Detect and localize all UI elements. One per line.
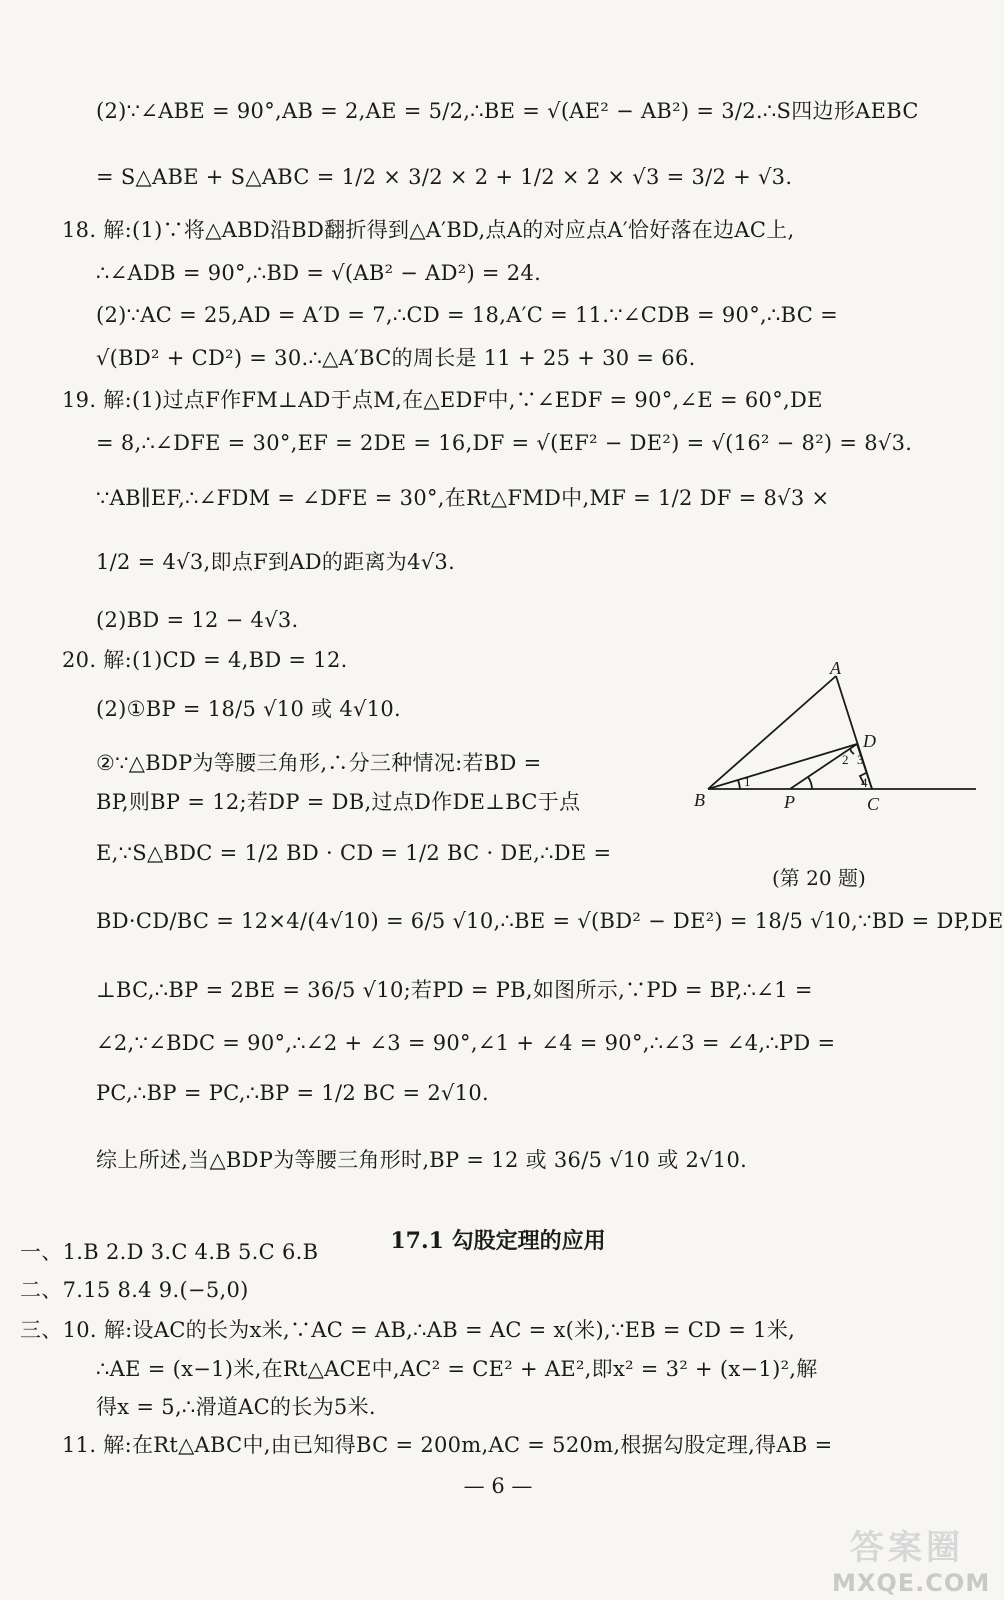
angle-label-1: 1 (744, 774, 751, 789)
text-line: BP,则BP = 12;若DP = DB,过点D作DE⊥BC于点 (96, 790, 581, 814)
figure-caption: (第 20 题) (772, 866, 866, 890)
angle-arc-p (808, 777, 812, 789)
text-line: 二、7.15 8.4 9.(−5,0) (20, 1278, 249, 1302)
text-line: BD·CD/BC = 12×4/(4√10) = 6/5 √10,∴BE = √(BD² − DE²) = 18/5 √10,∵BD = DP,DE (96, 909, 1004, 933)
watermark-top: 答案圈 (850, 1528, 964, 1568)
triangle-diagram (694, 658, 978, 866)
text-line: 11. 解:在Rt△ABC中,由已知得BC = 200m,AC = 520m,根据勾股定理,得AB = (62, 1433, 833, 1457)
text-line: 一、1.B 2.D 3.C 4.B 5.C 6.B (20, 1240, 319, 1264)
angle-arc-b (738, 780, 740, 789)
text-line: ②∵△BDP为等腰三角形,∴分三种情况:若BD = (96, 751, 542, 775)
text-line: 19. 解:(1)过点F作FM⊥AD于点M,在△EDF中,∵∠EDF = 90°,∠E = 60°,DE (62, 388, 823, 412)
text-line: = 8,∴∠DFE = 30°,EF = 2DE = 16,DF = √(EF² − DE²) = √(16² − 8²) = 8√3. (96, 431, 913, 455)
angle-label-2: 2 (842, 752, 849, 767)
text-line: 综上所述,当△BDP为等腰三角形时,BP = 12 或 36/5 √10 或 2√10. (96, 1148, 748, 1172)
point-label-b: B (694, 790, 705, 810)
text-line: 20. 解:(1)CD = 4,BD = 12. (62, 648, 348, 672)
text-line: PC,∴BP = PC,∴BP = 1/2 BC = 2√10. (96, 1081, 490, 1105)
text-line: ∠2,∵∠BDC = 90°,∴∠2 + ∠3 = 90°,∠1 + ∠4 = 90°,∴∠3 = ∠4,∴PD = (96, 1031, 836, 1055)
point-label-c: C (867, 794, 880, 814)
angle-label-4: 4 (861, 775, 868, 790)
text-line: ∴∠ADB = 90°,∴BD = √(AB² − AD²) = 24. (96, 261, 542, 285)
text-line: (2)①BP = 18/5 √10 或 4√10. (96, 697, 402, 721)
text-line: = S△ABE + S△ABC = 1/2 × 3/2 × 2 + 1/2 × 2 × √3 = 3/2 + √3. (96, 165, 793, 189)
point-label-p: P (784, 792, 795, 812)
text-line: ∴AE = (x−1)米,在Rt△ACE中,AC² = CE² + AE²,即x² = 3² + (x−1)²,解 (96, 1357, 818, 1381)
text-line: 得x = 5,∴滑道AC的长为5米. (96, 1395, 376, 1419)
text-line: E,∵S△BDC = 1/2 BD · CD = 1/2 BC · DE,∴DE = (96, 841, 612, 865)
angle-arc-d (850, 748, 854, 754)
text-line: √(BD² + CD²) = 30.∴△A′BC的周长是 11 + 25 + 30 = 66. (96, 346, 696, 370)
text-line: (2)∵AC = 25,AD = A′D = 7,∴CD = 18,A′C = 11.∵∠CDB = 90°,∴BC = (96, 303, 838, 327)
page-number: — 6 — (463, 1474, 533, 1498)
point-label-d: D (863, 731, 876, 751)
text-line: ∵AB∥EF,∴∠FDM = ∠DFE = 30°,在Rt△FMD中,MF = 1/2 DF = 8√3 × (96, 486, 830, 510)
text-line: 三、10. 解:设AC的长为x米,∵AC = AB,∴AB = AC = x(米),∵EB = CD = 1米, (20, 1318, 796, 1342)
angle-label-3: 3 (857, 752, 864, 767)
geometry-figure (694, 658, 978, 866)
watermark-logo (832, 1520, 991, 1597)
point-label-a: A (830, 658, 841, 678)
text-line: ⊥BC,∴BP = 2BE = 36/5 √10;若PD = PB,如图所示,∵PD = BP,∴∠1 = (96, 978, 813, 1002)
watermark-bottom: MXQE.COM (832, 1569, 991, 1597)
line-bd (708, 744, 857, 789)
text-line: (2)BD = 12 − 4√3. (96, 608, 299, 632)
text-line: (2)∵∠ABE = 90°,AB = 2,AE = 5/2,∴BE = √(AE² − AB²) = 3/2.∴S四边形AEBC (96, 99, 919, 123)
section-heading: 17.1 勾股定理的应用 (390, 1228, 606, 1254)
text-line: 18. 解:(1)∵将△ABD沿BD翻折得到△A′BD,点A的对应点A′恰好落在边AC上, (62, 218, 795, 242)
text-line: 1/2 = 4√3,即点F到AD的距离为4√3. (96, 550, 456, 574)
